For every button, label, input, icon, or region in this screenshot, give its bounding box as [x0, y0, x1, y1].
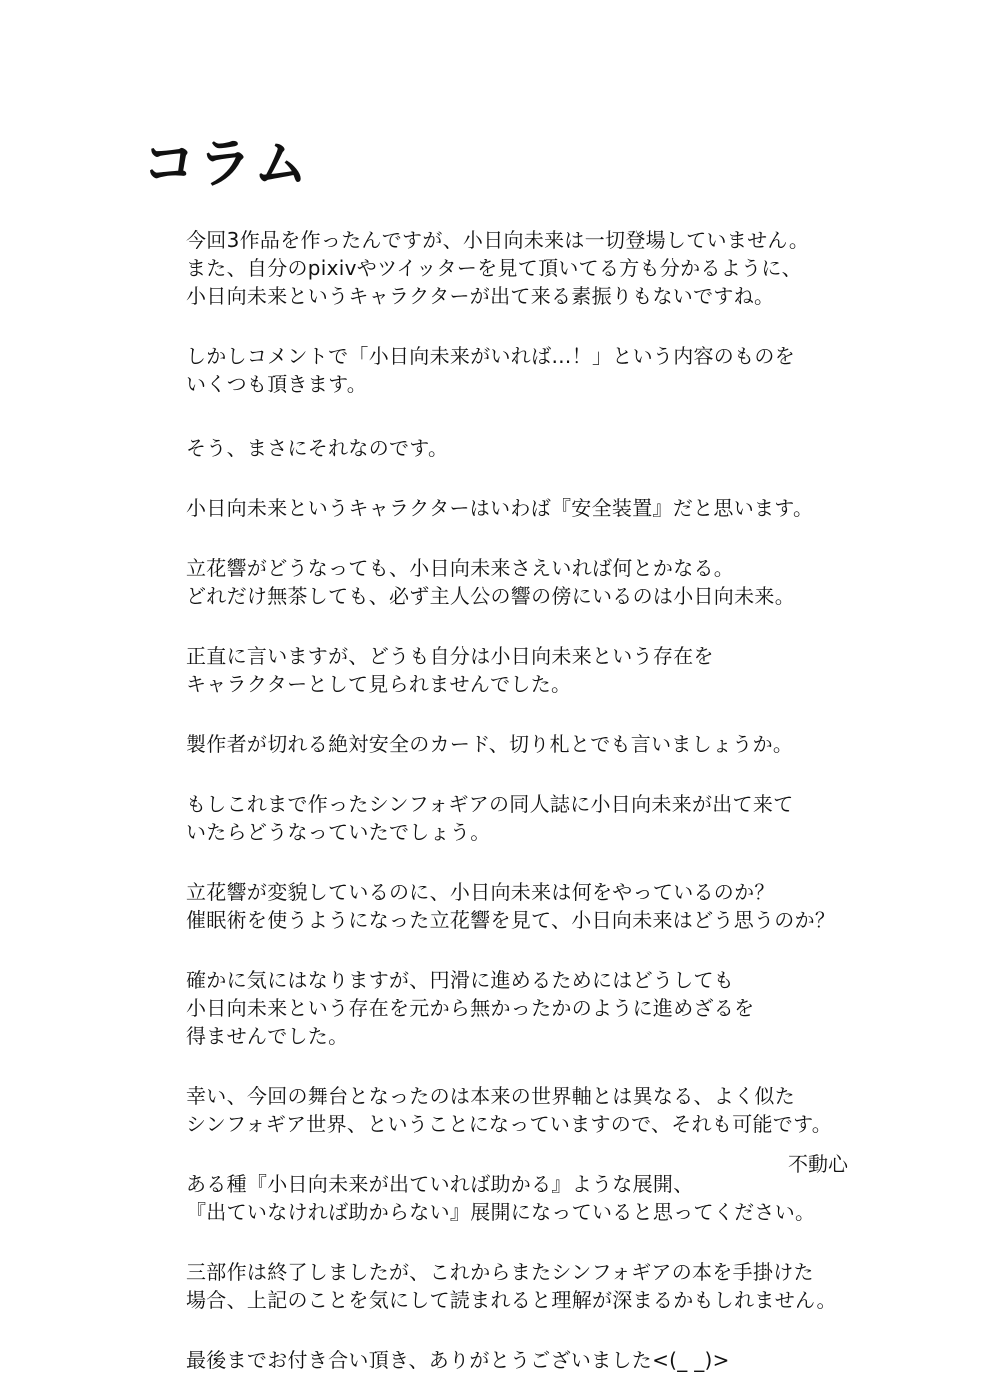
text-line: シンフォギア世界、ということになっていますので、それも可能です。	[186, 1112, 833, 1136]
paragraph	[186, 1082, 866, 1138]
paragraph	[186, 966, 866, 1050]
text-line: 立花響がどうなっても、小日向未来さえいれば何とかなる。	[186, 556, 735, 580]
text-line: しかしコメントで「小日向未来がいれば…！」という内容のものを	[186, 344, 795, 368]
text-line: 場合、上記のことを気にして読まれると理解が深まるかもしれません。	[186, 1288, 837, 1312]
text-line: 確かに気にはなりますが、円滑に進めるためにはどうしても	[186, 968, 735, 992]
text-line: いくつも頂きます。	[186, 372, 368, 396]
page-title: コラム	[142, 131, 310, 195]
paragraph	[186, 1258, 866, 1314]
paragraph	[186, 1170, 866, 1226]
text-line: 三部作は終了しましたが、これからまたシンフォギアの本を手掛けた	[186, 1260, 814, 1284]
paragraph	[186, 642, 866, 698]
paragraph	[186, 434, 866, 462]
paragraph	[186, 554, 866, 610]
text-line: 正直に言いますが、どうも自分は小日向未来という存在を	[186, 644, 714, 668]
text-line: 小日向未来というキャラクターはいわば『安全装置』だと思います。	[186, 496, 814, 520]
paragraph	[186, 878, 866, 934]
text-line: 今回3作品を作ったんですが、小日向未来は一切登場していません。	[186, 228, 810, 252]
text-line: 『出ていなければ助からない』展開になっていると思ってください。	[186, 1200, 816, 1224]
text-line: いたらどうなっていたでしょう。	[186, 820, 491, 844]
text-line: 最後までお付き合い頂き、ありがとうございました<(_ _)>	[186, 1348, 730, 1372]
paragraph	[186, 1346, 866, 1374]
text-line: 小日向未来というキャラクターが出て来る素振りもないですね。	[186, 284, 775, 308]
text-line: キャラクターとして見られませんでした。	[186, 672, 572, 696]
author-signature: 不動心	[788, 1152, 848, 1176]
paragraph	[186, 342, 866, 398]
text-line: 幸い、今回の舞台となったのは本来の世界軸とは異なる、よく似た	[186, 1084, 795, 1108]
paragraph	[186, 730, 866, 758]
text-line: 小日向未来という存在を元から無かったかのように進めざるを	[186, 996, 755, 1020]
text-line: どれだけ無茶しても、必ず主人公の響の傍にいるのは小日向未来。	[186, 584, 795, 608]
paragraph	[186, 790, 866, 846]
text-line: 製作者が切れる絶対安全のカード、切り札とでも言いましょうか。	[186, 732, 794, 756]
column-body	[186, 226, 866, 1374]
paragraph	[186, 494, 866, 522]
text-line: 催眠術を使うようになった立花響を見て、小日向未来はどう思うのか？	[186, 908, 836, 932]
text-line: そう、まさにそれなのです。	[186, 436, 449, 460]
text-line: 得ませんでした。	[186, 1024, 349, 1048]
paragraph	[186, 226, 866, 310]
text-line: もしこれまで作ったシンフォギアの同人誌に小日向未来が出て来て	[186, 792, 794, 816]
text-line: また、自分のpixivやツイッターを見て頂いてる方も分かるように、	[186, 256, 802, 280]
text-line: 立花響が変貌しているのに、小日向未来は何をやっているのか？	[186, 880, 775, 904]
text-line: ある種『小日向未来が出ていれば助かる』ような展開、	[186, 1172, 694, 1196]
